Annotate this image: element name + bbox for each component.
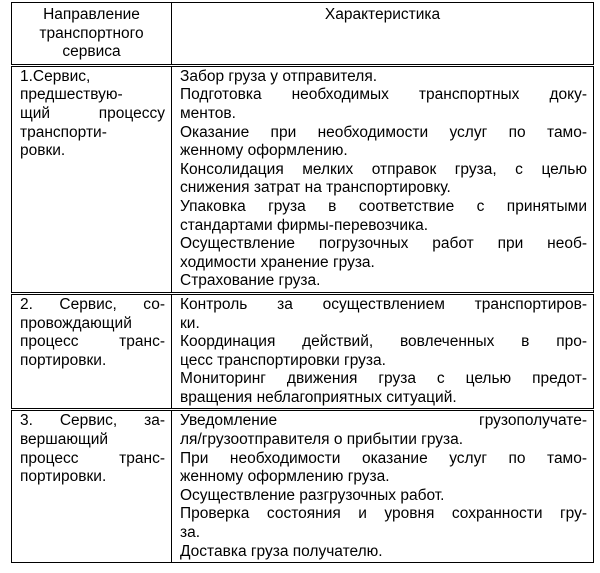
header-direction [12, 3, 172, 66]
characteristic-item [180, 487, 587, 506]
item-line: вращения неблагоприятных ситуаций. [180, 388, 457, 406]
direction-line: предшествую- [20, 86, 123, 104]
characteristic-item [180, 161, 587, 198]
item-line: Оказание при необходимости услуг по тамо- [180, 123, 587, 141]
item-line: Страхование груза. [180, 272, 321, 290]
direction-line: 3. Сервис, за- [20, 412, 165, 430]
characteristic-item [180, 235, 587, 272]
item-line: Проверка состояния и уровня сохранности гру- [180, 505, 587, 523]
header-characteristic-label: Характеристика [324, 6, 441, 23]
item-line: Доставка груза получателю. [180, 542, 383, 560]
item-line: Уведомление грузополучате- [180, 412, 587, 430]
characteristic-item [180, 296, 587, 333]
direction-line: провождающий [20, 314, 132, 332]
characteristic-cell [172, 410, 594, 563]
direction-cell [12, 65, 172, 293]
header-characteristic [172, 3, 594, 66]
direction-line: портировки. [20, 351, 107, 369]
characteristic-item [180, 543, 587, 562]
characteristic-item [180, 370, 587, 407]
direction-line: транспорти- [20, 123, 107, 141]
direction-cell [12, 410, 172, 563]
item-line: Контроль за осуществлением транспортиров- [180, 295, 587, 313]
table-row [12, 65, 594, 293]
characteristic-item [180, 86, 587, 123]
item-line: ходимости хранение груза. [180, 253, 375, 271]
document-page [11, 2, 594, 563]
table-row [12, 410, 594, 563]
item-line: ментов. [180, 104, 236, 122]
item-line: снижения затрат на транспортировку. [180, 179, 451, 197]
direction-line: процесс транс- [20, 333, 165, 351]
item-line: женному оформлению груза. [180, 468, 390, 486]
direction-line: 1.Сервис, [20, 67, 91, 85]
item-line: Подготовка необходимых транспортных доку- [180, 86, 587, 104]
item-line: Консолидация мелких отправок груза, с целью [180, 160, 587, 178]
header-direction-line: транспортного [39, 24, 144, 42]
direction-line: 2. Сервис, со- [20, 295, 165, 313]
characteristic-item [180, 505, 587, 542]
direction-line: процесс транс- [20, 449, 165, 467]
direction-line: портировки. [20, 468, 107, 486]
item-line: стандартами фирмы-перевозчика. [180, 216, 429, 234]
item-line: цесс транспортировки груза. [180, 351, 386, 369]
item-line: ки. [180, 314, 200, 332]
item-line: Осуществление погрузочных работ при необ- [180, 235, 587, 253]
table-row [12, 293, 594, 410]
direction-cell [12, 293, 172, 410]
characteristic-item [180, 333, 587, 370]
item-line: Мониторинг движения груза с целью предот- [180, 370, 587, 388]
characteristic-item [180, 412, 587, 449]
characteristic-item [180, 450, 587, 487]
header-direction-line: сервиса [62, 43, 121, 61]
item-line: ля/грузоотправителя о прибытии груза. [180, 431, 464, 449]
header-row [12, 3, 594, 66]
item-line: При необходимости оказание услуг по тамо- [180, 449, 587, 467]
item-line: за. [180, 524, 201, 542]
direction-line: щий процессу [20, 104, 165, 122]
direction-line: вершающий [20, 431, 109, 449]
characteristic-cell [172, 65, 594, 293]
characteristic-item [180, 198, 587, 235]
characteristic-item [180, 124, 587, 161]
item-line: Забор груза у отправителя. [180, 67, 378, 85]
characteristic-item [180, 68, 587, 87]
item-line: Осуществление разгрузочных работ. [180, 486, 445, 504]
item-line: Координация действий, вовлеченных в про- [180, 333, 587, 351]
header-direction-line: Направление [43, 6, 140, 23]
service-table [11, 2, 594, 563]
characteristic-cell [172, 293, 594, 410]
direction-line: ровки. [20, 142, 66, 160]
item-line: женному оформлению. [180, 142, 348, 160]
characteristic-item [180, 272, 587, 291]
item-line: Упаковка груза в соответствие с принятыми [180, 197, 587, 215]
